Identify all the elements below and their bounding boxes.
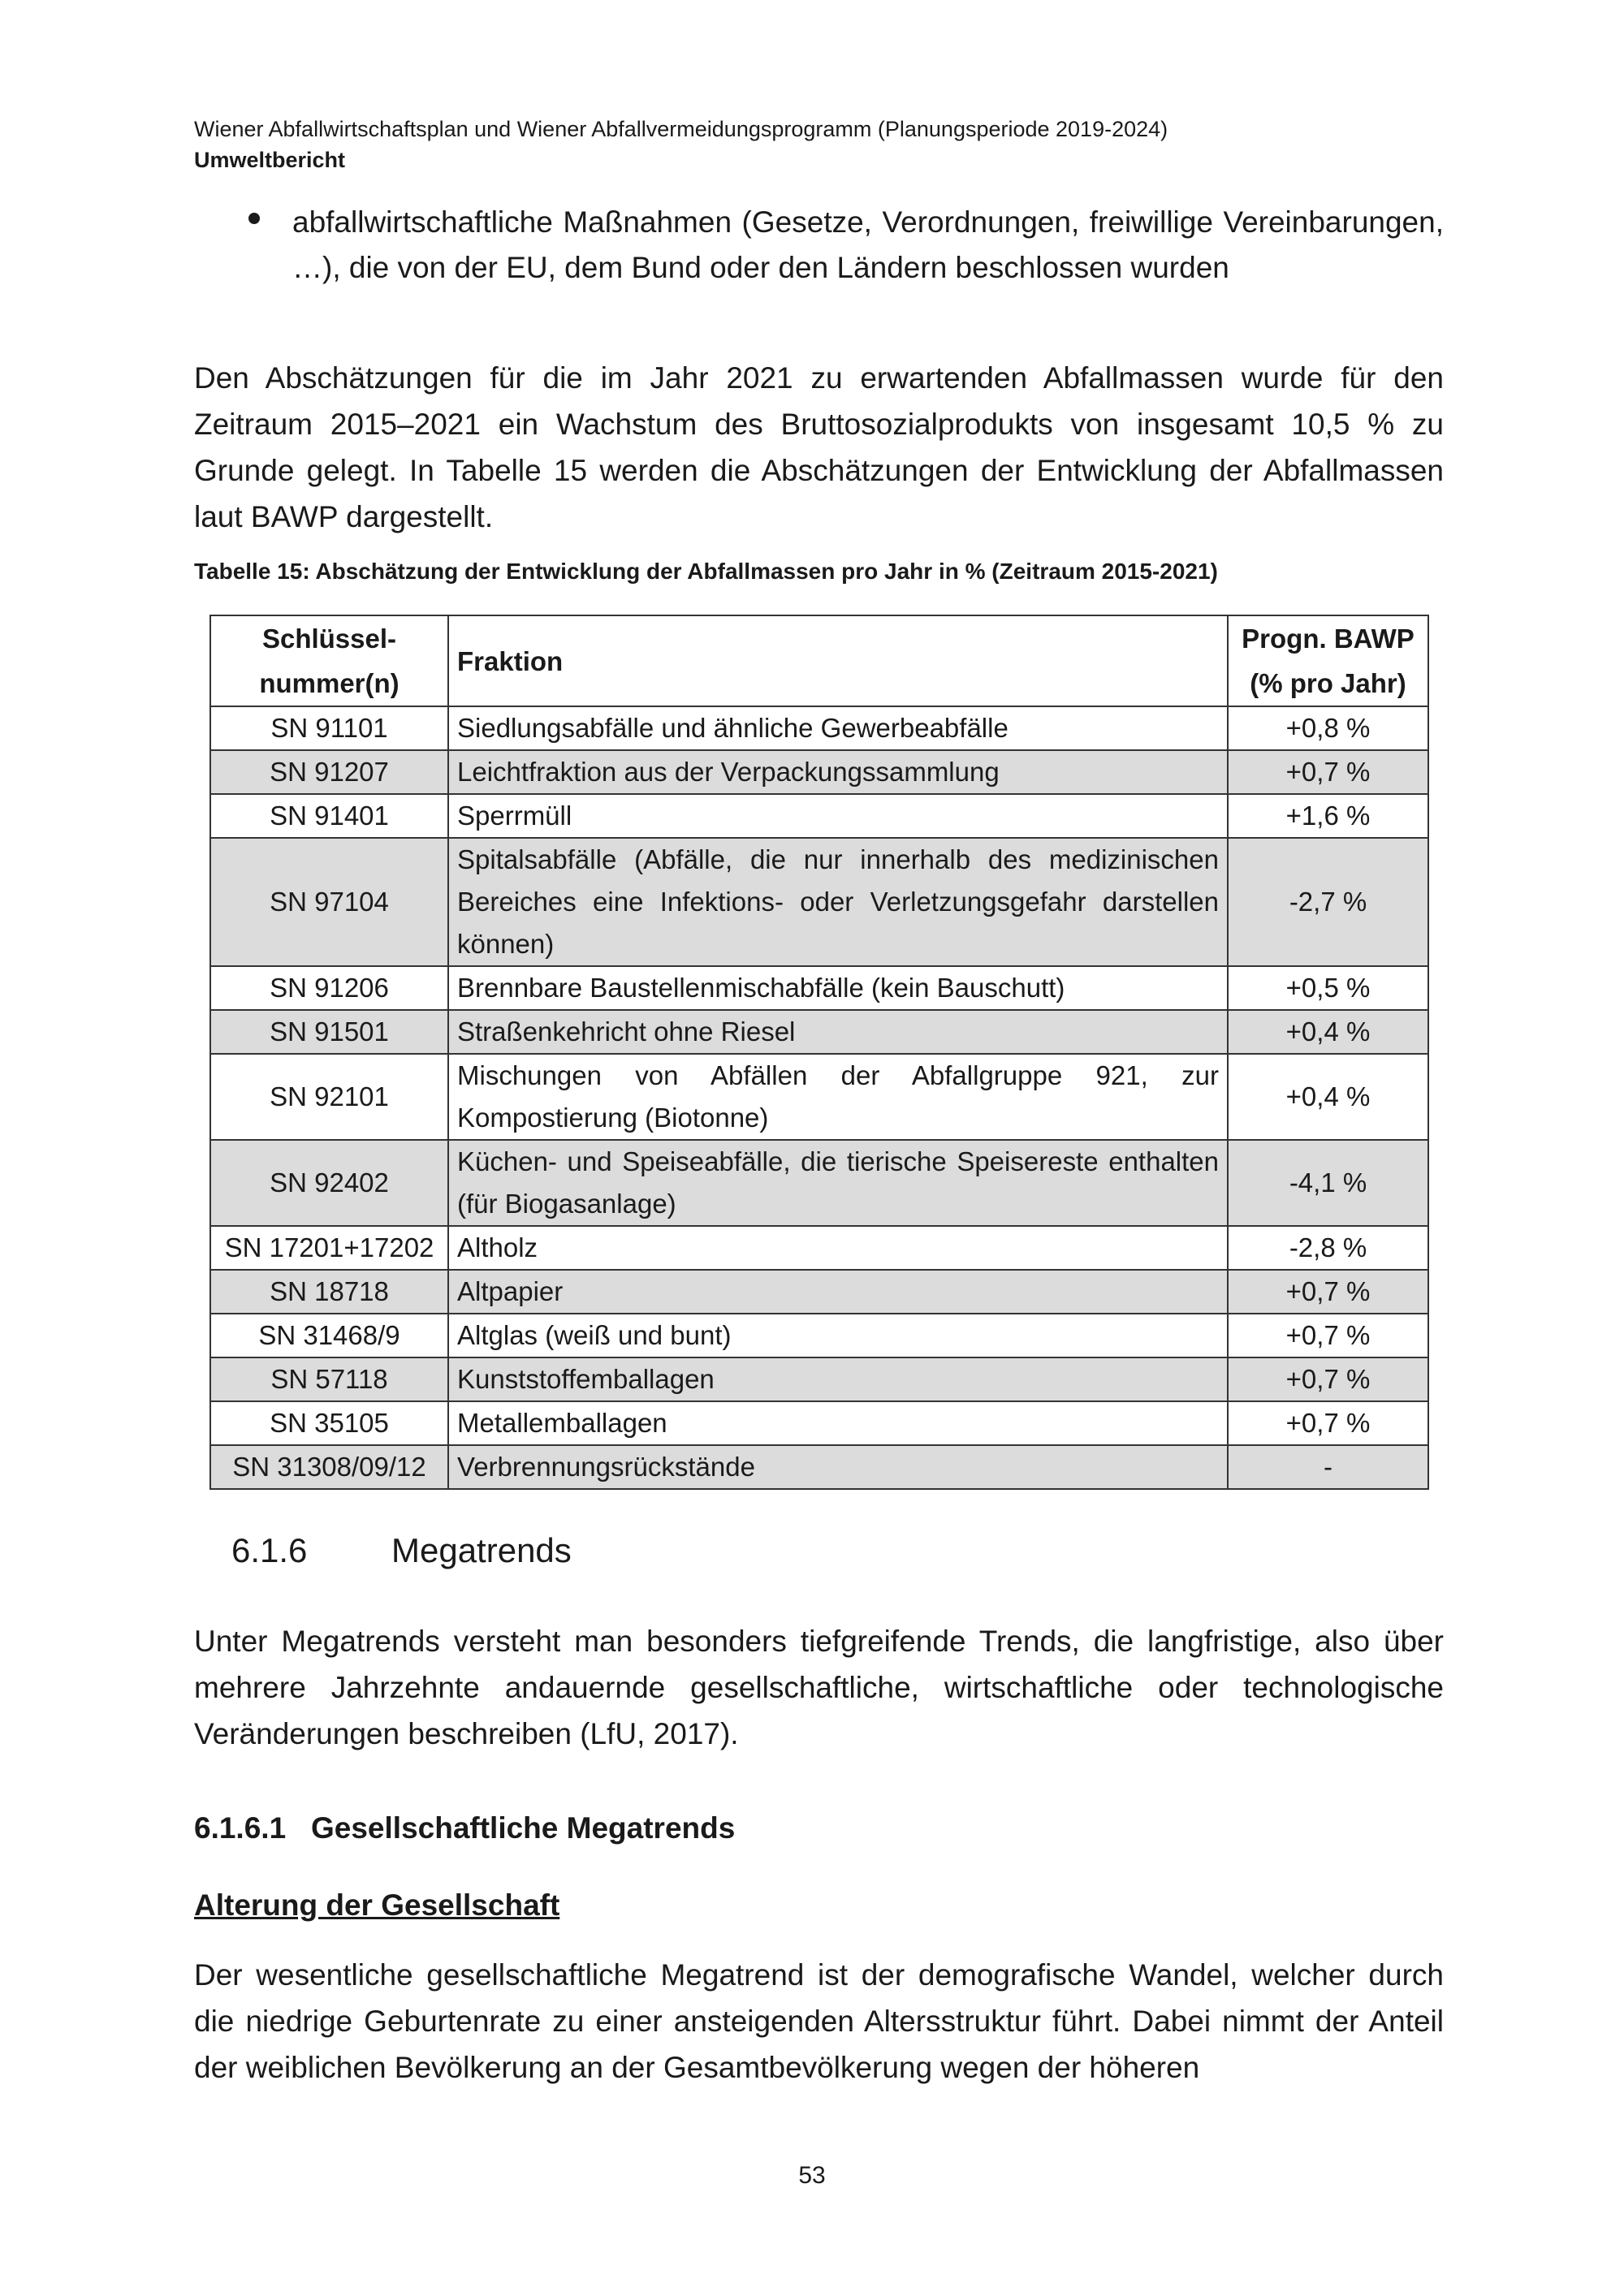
header-code-line2: nummer(n): [259, 668, 400, 698]
subsection-number: 6.1.6.1: [194, 1811, 287, 1845]
table-row: [210, 1054, 1428, 1140]
header-forecast-line1: Progn. BAWP: [1242, 624, 1415, 654]
table-row: [210, 750, 1428, 794]
bullet-text: abfallwirtschaftliche Maßnahmen (Gesetze, Verordnungen, freiwillige Vereinbarungen, …), die von der EU, dem Bund oder den Ländern beschlossen wurden: [292, 205, 1444, 284]
header-forecast: [1228, 615, 1428, 706]
cell-code: SN 18718: [210, 1270, 448, 1314]
cell-value: +0,7 %: [1228, 1314, 1428, 1357]
cell-code: SN 91501: [210, 1010, 448, 1054]
cell-fraction: Brennbare Baustellenmischabfälle (kein Bauschutt): [448, 966, 1228, 1010]
cell-code: SN 91401: [210, 794, 448, 838]
cell-value: +0,7 %: [1228, 1357, 1428, 1401]
header-code: [210, 615, 448, 706]
cell-fraction: Leichtfraktion aus der Verpackungssammlung: [448, 750, 1228, 794]
cell-code: SN 31308/09/12: [210, 1445, 448, 1489]
cell-code: SN 31468/9: [210, 1314, 448, 1357]
cell-code: SN 91206: [210, 966, 448, 1010]
cell-code: SN 35105: [210, 1401, 448, 1445]
cell-code: SN 91101: [210, 706, 448, 750]
header-forecast-line2: (% pro Jahr): [1250, 668, 1406, 698]
section-heading-megatrends: [231, 1531, 572, 1570]
table-row: [210, 1140, 1428, 1226]
table-caption: Tabelle 15: Abschätzung der Entwicklung der Abfallmassen pro Jahr in % (Zeitraum 2015-2021): [194, 559, 1218, 584]
bullet-dot-icon: [248, 213, 260, 224]
cell-code: SN 97104: [210, 838, 448, 966]
table-row: [210, 1270, 1428, 1314]
table-row: [210, 1314, 1428, 1357]
header-fraction: Fraktion: [448, 615, 1228, 706]
cell-code: SN 57118: [210, 1357, 448, 1401]
table-header-row: [210, 615, 1428, 706]
cell-fraction: Altpapier: [448, 1270, 1228, 1314]
paragraph-megatrends: Unter Megatrends versteht man besonders tiefgreifende Trends, die langfristige, also über mehrere Jahrzehnte andauernde gesellschaftliche, wirtschaftliche oder technologische Veränderungen beschreiben (LfU, 2017).: [194, 1625, 1444, 1750]
page-header: [194, 114, 1445, 175]
cell-value: +0,5 %: [1228, 966, 1428, 1010]
table-row: [210, 1226, 1428, 1270]
table-row: [210, 838, 1428, 966]
cell-fraction: Altholz: [448, 1226, 1228, 1270]
cell-fraction: Altglas (weiß und bunt): [448, 1314, 1228, 1357]
cell-fraction: Straßenkehricht ohne Riesel: [448, 1010, 1228, 1054]
cell-fraction: Metallemballagen: [448, 1401, 1228, 1445]
cell-fraction: Mischungen von Abfällen der Abfallgruppe 921, zur Kompostierung (Biotonne): [448, 1054, 1228, 1140]
cell-code: SN 17201+17202: [210, 1226, 448, 1270]
cell-fraction: Kunststoffemballagen: [448, 1357, 1228, 1401]
cell-code: SN 92402: [210, 1140, 448, 1226]
page-number: 53: [798, 2162, 826, 2189]
cell-value: -2,7 %: [1228, 838, 1428, 966]
table-row: [210, 794, 1428, 838]
cell-code: SN 92101: [210, 1054, 448, 1140]
table-row: [210, 1401, 1428, 1445]
cell-value: -4,1 %: [1228, 1140, 1428, 1226]
table-row: [210, 1445, 1428, 1489]
cell-value: +0,7 %: [1228, 1270, 1428, 1314]
subheading-ageing-society: Alterung der Gesellschaft: [194, 1888, 560, 1922]
cell-value: +0,4 %: [1228, 1010, 1428, 1054]
section-title: Megatrends: [391, 1531, 572, 1569]
cell-value: +1,6 %: [1228, 794, 1428, 838]
waste-forecast-table: [209, 615, 1429, 1490]
subsection-heading-social-megatrends: [194, 1811, 735, 1845]
section-number: 6.1.6: [231, 1531, 308, 1569]
cell-value: -: [1228, 1445, 1428, 1489]
cell-fraction: Küchen- und Speiseabfälle, die tierische Speisereste enthalten (für Biogasanlage): [448, 1140, 1228, 1226]
header-section-title: Umweltbericht: [194, 148, 346, 172]
table-row: [210, 1357, 1428, 1401]
paragraph-intro: Den Abschätzungen für die im Jahr 2021 zu erwartenden Abfallmassen wurde für den Zeitraum 2015–2021 ein Wachstum des Bruttosozialprodukts von insgesamt 10,5 % zu Grunde gelegt. In Tabelle 15 werden die Abschätzungen der Entwicklung der Abfallmassen laut BAWP dargestellt.: [194, 361, 1444, 533]
cell-fraction: Verbrennungsrückstände: [448, 1445, 1228, 1489]
header-code-line1: Schlüssel-: [261, 624, 397, 654]
cell-value: +0,7 %: [1228, 750, 1428, 794]
table-row: [210, 706, 1428, 750]
cell-value: +0,7 %: [1228, 1401, 1428, 1445]
cell-value: +0,8 %: [1228, 706, 1428, 750]
paragraph-demographic-change: Der wesentliche gesellschaftliche Megatrend ist der demografische Wandel, welcher durch die niedrige Geburtenrate zu einer ansteigenden Altersstruktur führt. Dabei nimmt der Anteil der weiblichen Bevölkerung an der Gesamtbevölkerung wegen der höheren: [194, 1958, 1444, 2084]
cell-fraction: Siedlungsabfälle und ähnliche Gewerbeabfälle: [448, 706, 1228, 750]
subsection-title: Gesellschaftliche Megatrends: [311, 1811, 736, 1845]
cell-value: +0,4 %: [1228, 1054, 1428, 1140]
table-row: [210, 1010, 1428, 1054]
header-document-title: Wiener Abfallwirtschaftsplan und Wiener Abfallvermeidungsprogramm (Planungsperiode 2019-2024): [194, 117, 1168, 141]
cell-value: -2,8 %: [1228, 1226, 1428, 1270]
cell-code: SN 91207: [210, 750, 448, 794]
cell-fraction: Sperrmüll: [448, 794, 1228, 838]
cell-fraction: Spitalsabfälle (Abfälle, die nur innerhalb des medizinischen Bereiches eine Infektions- oder Verletzungsgefahr darstellen können): [448, 838, 1228, 966]
table-row: [210, 966, 1428, 1010]
